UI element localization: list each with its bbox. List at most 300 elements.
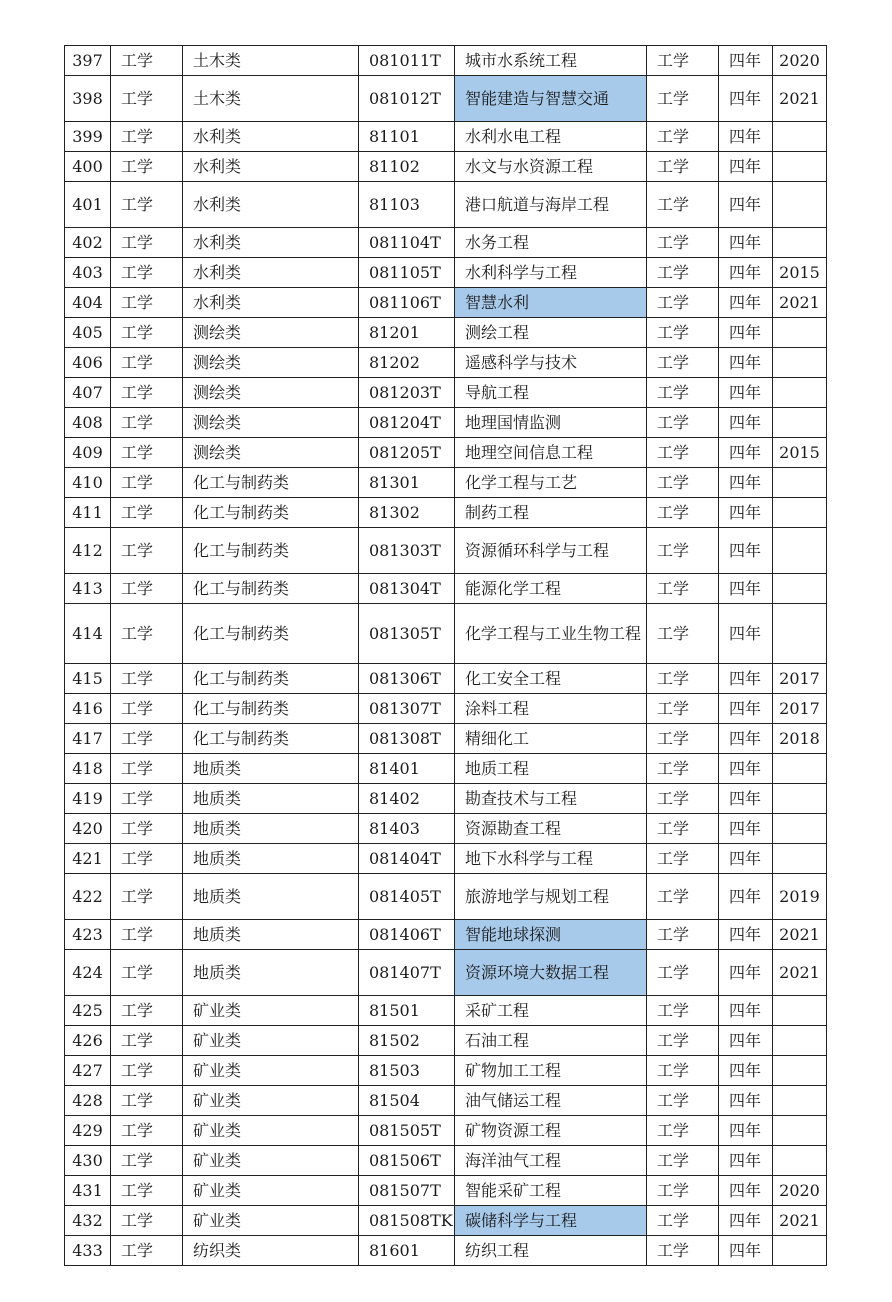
table-row — [65, 1176, 827, 1206]
major-code-cell: 81503 — [359, 1056, 455, 1086]
category-cell: 化工与制药类 — [183, 724, 359, 754]
discipline-cell: 工学 — [111, 152, 183, 182]
major-code-cell: 081406T — [359, 920, 455, 950]
major-code-cell: 081307T — [359, 694, 455, 724]
category-cell: 地质类 — [183, 844, 359, 874]
discipline-cell: 工学 — [111, 814, 183, 844]
table-row — [65, 378, 827, 408]
major-name-cell: 地理空间信息工程 — [455, 438, 647, 468]
row-number: 400 — [65, 152, 111, 182]
category-cell: 矿业类 — [183, 1116, 359, 1146]
table-row — [65, 1026, 827, 1056]
degree-cell: 工学 — [647, 874, 719, 920]
discipline-cell: 工学 — [111, 122, 183, 152]
row-number: 407 — [65, 378, 111, 408]
major-name-cell: 港口航道与海岸工程 — [455, 182, 647, 228]
major-code-cell: 081205T — [359, 438, 455, 468]
discipline-cell: 工学 — [111, 76, 183, 122]
category-cell: 矿业类 — [183, 1206, 359, 1236]
major-code-cell: 81502 — [359, 1026, 455, 1056]
row-number: 422 — [65, 874, 111, 920]
category-cell: 矿业类 — [183, 996, 359, 1026]
category-cell: 测绘类 — [183, 408, 359, 438]
duration-cell: 四年 — [719, 122, 773, 152]
degree-cell: 工学 — [647, 1146, 719, 1176]
table-row — [65, 996, 827, 1026]
year-added-cell — [773, 604, 827, 664]
row-number: 433 — [65, 1236, 111, 1266]
discipline-cell: 工学 — [111, 784, 183, 814]
major-name-cell: 化学工程与工业生物工程 — [455, 604, 647, 664]
duration-cell: 四年 — [719, 996, 773, 1026]
major-name-cell: 勘查技术与工程 — [455, 784, 647, 814]
major-code-cell: 81101 — [359, 122, 455, 152]
major-name-cell: 制药工程 — [455, 498, 647, 528]
degree-cell: 工学 — [647, 664, 719, 694]
majors-table-body — [65, 46, 827, 1266]
table-row — [65, 664, 827, 694]
year-added-cell — [773, 1146, 827, 1176]
discipline-cell: 工学 — [111, 182, 183, 228]
discipline-cell: 工学 — [111, 694, 183, 724]
major-name-cell: 化学工程与工艺 — [455, 468, 647, 498]
discipline-cell: 工学 — [111, 318, 183, 348]
major-name-cell: 能源化学工程 — [455, 574, 647, 604]
duration-cell: 四年 — [719, 288, 773, 318]
category-cell: 测绘类 — [183, 348, 359, 378]
degree-cell: 工学 — [647, 76, 719, 122]
degree-cell: 工学 — [647, 378, 719, 408]
degree-cell: 工学 — [647, 1206, 719, 1236]
major-code-cell: 081305T — [359, 604, 455, 664]
discipline-cell: 工学 — [111, 408, 183, 438]
major-code-cell: 081011T — [359, 46, 455, 76]
table-row — [65, 874, 827, 920]
table-row — [65, 408, 827, 438]
major-name-cell: 石油工程 — [455, 1026, 647, 1056]
duration-cell: 四年 — [719, 1056, 773, 1086]
category-cell: 水利类 — [183, 152, 359, 182]
major-name-cell: 碳储科学与工程 — [455, 1206, 647, 1236]
duration-cell: 四年 — [719, 46, 773, 76]
discipline-cell: 工学 — [111, 348, 183, 378]
discipline-cell: 工学 — [111, 228, 183, 258]
table-row — [65, 348, 827, 378]
category-cell: 化工与制药类 — [183, 468, 359, 498]
row-number: 411 — [65, 498, 111, 528]
major-name-cell: 遥感科学与技术 — [455, 348, 647, 378]
major-code-cell: 081405T — [359, 874, 455, 920]
major-code-cell: 081404T — [359, 844, 455, 874]
degree-cell: 工学 — [647, 468, 719, 498]
duration-cell: 四年 — [719, 152, 773, 182]
duration-cell: 四年 — [719, 604, 773, 664]
duration-cell: 四年 — [719, 348, 773, 378]
row-number: 430 — [65, 1146, 111, 1176]
major-code-cell: 81102 — [359, 152, 455, 182]
row-number: 408 — [65, 408, 111, 438]
year-added-cell: 2021 — [773, 1206, 827, 1236]
year-added-cell — [773, 468, 827, 498]
degree-cell: 工学 — [647, 694, 719, 724]
major-name-cell: 采矿工程 — [455, 996, 647, 1026]
year-added-cell — [773, 996, 827, 1026]
major-name-cell: 智能地球探测 — [455, 920, 647, 950]
duration-cell: 四年 — [719, 920, 773, 950]
degree-cell: 工学 — [647, 574, 719, 604]
discipline-cell: 工学 — [111, 498, 183, 528]
row-number: 417 — [65, 724, 111, 754]
year-added-cell — [773, 1236, 827, 1266]
degree-cell: 工学 — [647, 348, 719, 378]
year-added-cell — [773, 318, 827, 348]
year-added-cell — [773, 1116, 827, 1146]
row-number: 427 — [65, 1056, 111, 1086]
row-number: 429 — [65, 1116, 111, 1146]
degree-cell: 工学 — [647, 844, 719, 874]
row-number: 405 — [65, 318, 111, 348]
discipline-cell: 工学 — [111, 664, 183, 694]
major-code-cell: 081304T — [359, 574, 455, 604]
table-row — [65, 694, 827, 724]
major-name-cell: 水务工程 — [455, 228, 647, 258]
category-cell: 化工与制药类 — [183, 498, 359, 528]
year-added-cell — [773, 844, 827, 874]
discipline-cell: 工学 — [111, 844, 183, 874]
year-added-cell — [773, 528, 827, 574]
year-added-cell — [773, 1086, 827, 1116]
major-code-cell: 081204T — [359, 408, 455, 438]
discipline-cell: 工学 — [111, 724, 183, 754]
year-added-cell: 2020 — [773, 1176, 827, 1206]
row-number: 431 — [65, 1176, 111, 1206]
major-code-cell: 081308T — [359, 724, 455, 754]
degree-cell: 工学 — [647, 1056, 719, 1086]
year-added-cell — [773, 754, 827, 784]
major-code-cell: 81501 — [359, 996, 455, 1026]
table-row — [65, 258, 827, 288]
year-added-cell — [773, 498, 827, 528]
major-name-cell: 矿物资源工程 — [455, 1116, 647, 1146]
category-cell: 地质类 — [183, 920, 359, 950]
duration-cell: 四年 — [719, 844, 773, 874]
year-added-cell — [773, 814, 827, 844]
year-added-cell — [773, 784, 827, 814]
discipline-cell: 工学 — [111, 950, 183, 996]
year-added-cell: 2021 — [773, 76, 827, 122]
row-number: 398 — [65, 76, 111, 122]
degree-cell: 工学 — [647, 528, 719, 574]
row-number: 414 — [65, 604, 111, 664]
table-row — [65, 468, 827, 498]
degree-cell: 工学 — [647, 318, 719, 348]
year-added-cell: 2015 — [773, 438, 827, 468]
major-code-cell: 081306T — [359, 664, 455, 694]
duration-cell: 四年 — [719, 1086, 773, 1116]
major-name-cell: 城市水系统工程 — [455, 46, 647, 76]
degree-cell: 工学 — [647, 1236, 719, 1266]
table-row — [65, 1206, 827, 1236]
discipline-cell: 工学 — [111, 1116, 183, 1146]
major-name-cell: 资源勘查工程 — [455, 814, 647, 844]
category-cell: 土木类 — [183, 46, 359, 76]
discipline-cell: 工学 — [111, 1026, 183, 1056]
discipline-cell: 工学 — [111, 1086, 183, 1116]
degree-cell: 工学 — [647, 996, 719, 1026]
degree-cell: 工学 — [647, 152, 719, 182]
row-number: 404 — [65, 288, 111, 318]
discipline-cell: 工学 — [111, 1056, 183, 1086]
degree-cell: 工学 — [647, 1176, 719, 1206]
major-name-cell: 资源环境大数据工程 — [455, 950, 647, 996]
major-code-cell: 081104T — [359, 228, 455, 258]
duration-cell: 四年 — [719, 468, 773, 498]
category-cell: 矿业类 — [183, 1146, 359, 1176]
degree-cell: 工学 — [647, 950, 719, 996]
major-name-cell: 地下水科学与工程 — [455, 844, 647, 874]
duration-cell: 四年 — [719, 874, 773, 920]
degree-cell: 工学 — [647, 920, 719, 950]
major-name-cell: 涂料工程 — [455, 694, 647, 724]
major-code-cell: 081505T — [359, 1116, 455, 1146]
discipline-cell: 工学 — [111, 996, 183, 1026]
major-name-cell: 水文与水资源工程 — [455, 152, 647, 182]
degree-cell: 工学 — [647, 814, 719, 844]
major-code-cell: 081506T — [359, 1146, 455, 1176]
year-added-cell — [773, 378, 827, 408]
duration-cell: 四年 — [719, 950, 773, 996]
major-name-cell: 导航工程 — [455, 378, 647, 408]
duration-cell: 四年 — [719, 1206, 773, 1236]
table-row — [65, 152, 827, 182]
table-row — [65, 438, 827, 468]
row-number: 397 — [65, 46, 111, 76]
category-cell: 地质类 — [183, 754, 359, 784]
category-cell: 化工与制药类 — [183, 604, 359, 664]
duration-cell: 四年 — [719, 498, 773, 528]
duration-cell: 四年 — [719, 1026, 773, 1056]
row-number: 419 — [65, 784, 111, 814]
discipline-cell: 工学 — [111, 1146, 183, 1176]
table-row — [65, 604, 827, 664]
degree-cell: 工学 — [647, 1116, 719, 1146]
duration-cell: 四年 — [719, 574, 773, 604]
row-number: 425 — [65, 996, 111, 1026]
degree-cell: 工学 — [647, 228, 719, 258]
majors-table — [64, 45, 827, 1266]
year-added-cell — [773, 348, 827, 378]
table-row — [65, 754, 827, 784]
degree-cell: 工学 — [647, 408, 719, 438]
category-cell: 纺织类 — [183, 1236, 359, 1266]
degree-cell: 工学 — [647, 1086, 719, 1116]
table-row — [65, 318, 827, 348]
major-code-cell: 81301 — [359, 468, 455, 498]
major-code-cell: 81302 — [359, 498, 455, 528]
table-row — [65, 920, 827, 950]
major-name-cell: 矿物加工工程 — [455, 1056, 647, 1086]
year-added-cell — [773, 228, 827, 258]
year-added-cell: 2021 — [773, 920, 827, 950]
table-row — [65, 1146, 827, 1176]
duration-cell: 四年 — [719, 694, 773, 724]
duration-cell: 四年 — [719, 182, 773, 228]
table-row — [65, 950, 827, 996]
table-row — [65, 1236, 827, 1266]
duration-cell: 四年 — [719, 318, 773, 348]
year-added-cell: 2015 — [773, 258, 827, 288]
year-added-cell — [773, 408, 827, 438]
duration-cell: 四年 — [719, 754, 773, 784]
table-row — [65, 528, 827, 574]
table-row — [65, 1086, 827, 1116]
duration-cell: 四年 — [719, 258, 773, 288]
row-number: 424 — [65, 950, 111, 996]
discipline-cell: 工学 — [111, 874, 183, 920]
category-cell: 地质类 — [183, 814, 359, 844]
major-code-cell: 081507T — [359, 1176, 455, 1206]
category-cell: 矿业类 — [183, 1086, 359, 1116]
row-number: 403 — [65, 258, 111, 288]
discipline-cell: 工学 — [111, 378, 183, 408]
degree-cell: 工学 — [647, 438, 719, 468]
year-added-cell: 2018 — [773, 724, 827, 754]
major-name-cell: 化工安全工程 — [455, 664, 647, 694]
major-code-cell: 81601 — [359, 1236, 455, 1266]
category-cell: 测绘类 — [183, 438, 359, 468]
category-cell: 土木类 — [183, 76, 359, 122]
discipline-cell: 工学 — [111, 438, 183, 468]
major-name-cell: 旅游地学与规划工程 — [455, 874, 647, 920]
year-added-cell: 2017 — [773, 664, 827, 694]
degree-cell: 工学 — [647, 258, 719, 288]
major-name-cell: 水利水电工程 — [455, 122, 647, 152]
table-row — [65, 498, 827, 528]
table-row — [65, 288, 827, 318]
row-number: 432 — [65, 1206, 111, 1236]
category-cell: 化工与制药类 — [183, 528, 359, 574]
category-cell: 地质类 — [183, 874, 359, 920]
row-number: 420 — [65, 814, 111, 844]
category-cell: 测绘类 — [183, 378, 359, 408]
category-cell: 化工与制药类 — [183, 574, 359, 604]
duration-cell: 四年 — [719, 528, 773, 574]
year-added-cell: 2021 — [773, 288, 827, 318]
duration-cell: 四年 — [719, 1146, 773, 1176]
category-cell: 测绘类 — [183, 318, 359, 348]
duration-cell: 四年 — [719, 378, 773, 408]
table-row — [65, 76, 827, 122]
major-code-cell: 81403 — [359, 814, 455, 844]
table-row — [65, 1056, 827, 1086]
table-row — [65, 122, 827, 152]
duration-cell: 四年 — [719, 664, 773, 694]
degree-cell: 工学 — [647, 182, 719, 228]
row-number: 399 — [65, 122, 111, 152]
duration-cell: 四年 — [719, 76, 773, 122]
category-cell: 水利类 — [183, 182, 359, 228]
row-number: 416 — [65, 694, 111, 724]
table-row — [65, 724, 827, 754]
row-number: 406 — [65, 348, 111, 378]
table-row — [65, 844, 827, 874]
category-cell: 水利类 — [183, 122, 359, 152]
discipline-cell: 工学 — [111, 1176, 183, 1206]
table-row — [65, 784, 827, 814]
row-number: 413 — [65, 574, 111, 604]
year-added-cell — [773, 1056, 827, 1086]
row-number: 410 — [65, 468, 111, 498]
major-name-cell: 地质工程 — [455, 754, 647, 784]
major-code-cell: 081012T — [359, 76, 455, 122]
major-code-cell: 81103 — [359, 182, 455, 228]
row-number: 421 — [65, 844, 111, 874]
row-number: 401 — [65, 182, 111, 228]
degree-cell: 工学 — [647, 498, 719, 528]
year-added-cell — [773, 1026, 827, 1056]
year-added-cell: 2020 — [773, 46, 827, 76]
row-number: 428 — [65, 1086, 111, 1116]
year-added-cell: 2017 — [773, 694, 827, 724]
discipline-cell: 工学 — [111, 528, 183, 574]
duration-cell: 四年 — [719, 438, 773, 468]
discipline-cell: 工学 — [111, 1206, 183, 1236]
major-code-cell: 081508TK — [359, 1206, 455, 1236]
table-row — [65, 46, 827, 76]
degree-cell: 工学 — [647, 754, 719, 784]
year-added-cell — [773, 152, 827, 182]
degree-cell: 工学 — [647, 1026, 719, 1056]
degree-cell: 工学 — [647, 46, 719, 76]
row-number: 402 — [65, 228, 111, 258]
row-number: 415 — [65, 664, 111, 694]
degree-cell: 工学 — [647, 122, 719, 152]
category-cell: 矿业类 — [183, 1056, 359, 1086]
discipline-cell: 工学 — [111, 1236, 183, 1266]
degree-cell: 工学 — [647, 724, 719, 754]
discipline-cell: 工学 — [111, 46, 183, 76]
table-row — [65, 574, 827, 604]
row-number: 423 — [65, 920, 111, 950]
year-added-cell: 2021 — [773, 950, 827, 996]
table-row — [65, 814, 827, 844]
major-code-cell: 081106T — [359, 288, 455, 318]
category-cell: 矿业类 — [183, 1026, 359, 1056]
major-code-cell: 081105T — [359, 258, 455, 288]
degree-cell: 工学 — [647, 604, 719, 664]
major-code-cell: 81201 — [359, 318, 455, 348]
discipline-cell: 工学 — [111, 754, 183, 784]
major-name-cell: 油气储运工程 — [455, 1086, 647, 1116]
discipline-cell: 工学 — [111, 920, 183, 950]
category-cell: 地质类 — [183, 950, 359, 996]
duration-cell: 四年 — [719, 784, 773, 814]
duration-cell: 四年 — [719, 1116, 773, 1146]
year-added-cell — [773, 182, 827, 228]
category-cell: 水利类 — [183, 228, 359, 258]
major-name-cell: 精细化工 — [455, 724, 647, 754]
duration-cell: 四年 — [719, 408, 773, 438]
row-number: 409 — [65, 438, 111, 468]
category-cell: 化工与制药类 — [183, 694, 359, 724]
year-added-cell — [773, 574, 827, 604]
major-code-cell: 081303T — [359, 528, 455, 574]
table-row — [65, 1116, 827, 1146]
duration-cell: 四年 — [719, 814, 773, 844]
category-cell: 地质类 — [183, 784, 359, 814]
major-code-cell: 81401 — [359, 754, 455, 784]
major-code-cell: 81202 — [359, 348, 455, 378]
